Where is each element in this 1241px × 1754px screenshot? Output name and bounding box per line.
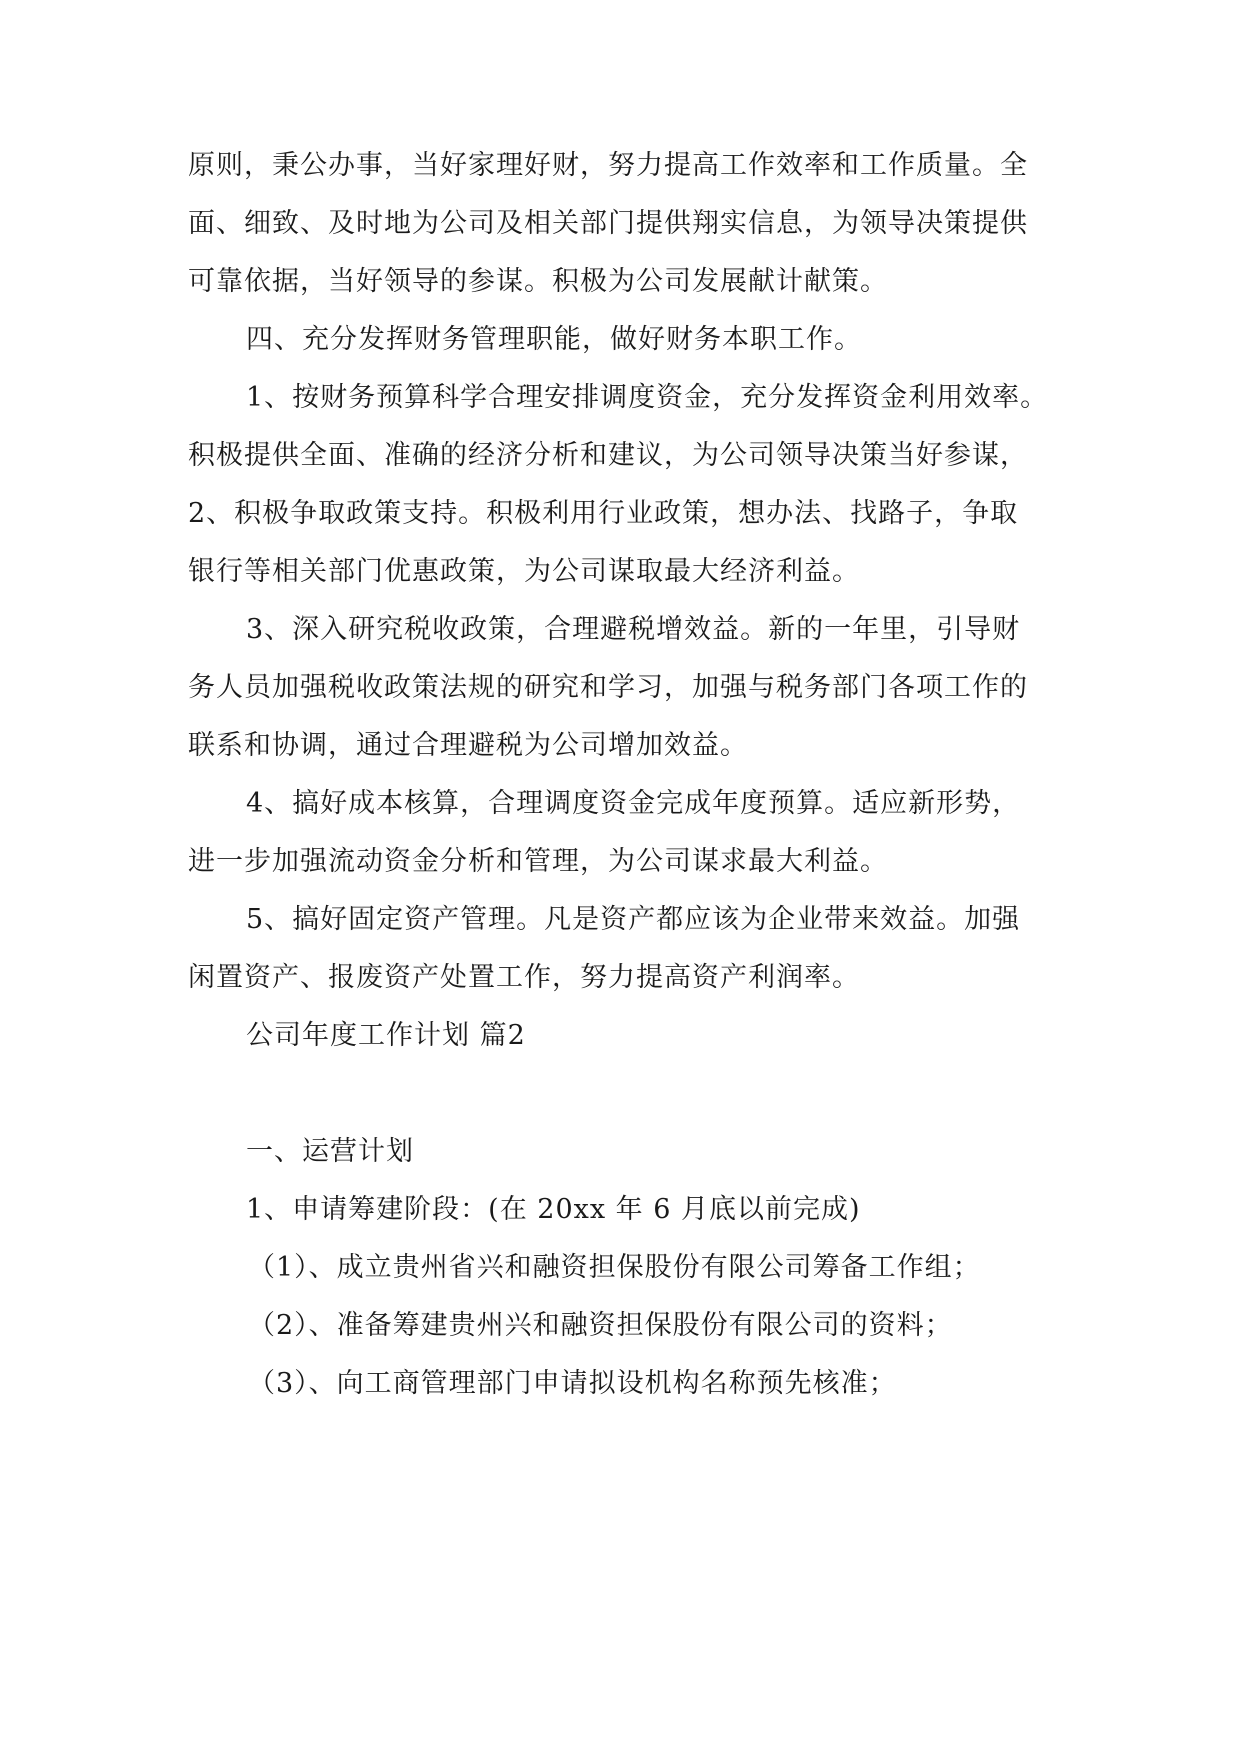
paragraph-line: 进一步加强流动资金分析和管理，为公司谋求最大利益。 xyxy=(188,846,888,877)
list-item: （3）、向工商管理部门申请拟设机构名称预先核准； xyxy=(248,1368,897,1399)
paragraph-line: 3、深入研究税收政策，合理避税增效益。新的一年里，引导财 xyxy=(246,614,1021,645)
list-item: （1）、成立贵州省兴和融资担保股份有限公司筹备工作组； xyxy=(248,1252,981,1283)
paragraph-line: 积极提供全面、准确的经济分析和建议，为公司领导决策当好参谋， xyxy=(188,440,1028,471)
paragraph-line: 原则，秉公办事，当好家理好财，努力提高工作效率和工作质量。全 xyxy=(188,150,1028,181)
paragraph-line: 闲置资产、报废资产处置工作，努力提高资产利润率。 xyxy=(188,962,860,993)
paragraph-line: 联系和协调，通过合理避税为公司增加效益。 xyxy=(188,730,748,761)
section-heading: 四、充分发挥财务管理职能，做好财务本职工作。 xyxy=(246,324,862,355)
paragraph-line: 银行等相关部门优惠政策，为公司谋取最大经济利益。 xyxy=(188,556,860,587)
paragraph-line: 4、搞好成本核算，合理调度资金完成年度预算。适应新形势， xyxy=(246,788,1021,819)
paragraph-line: 1、按财务预算科学合理安排调度资金，充分发挥资金利用效率。 xyxy=(246,382,1049,413)
paragraph-line: 务人员加强税收政策法规的研究和学习，加强与税务部门各项工作的 xyxy=(188,672,1028,703)
paragraph-line: 5、搞好固定资产管理。凡是资产都应该为企业带来效益。加强 xyxy=(246,904,1021,935)
list-item: （2）、准备筹建贵州兴和融资担保股份有限公司的资料； xyxy=(248,1310,953,1341)
section-heading: 一、运营计划 xyxy=(246,1136,414,1167)
paragraph-line: 面、细致、及时地为公司及相关部门提供翔实信息，为领导决策提供 xyxy=(188,208,1028,239)
list-item: 1、申请筹建阶段：(在 20xx 年 6 月底以前完成) xyxy=(246,1194,861,1225)
paragraph-line: 可靠依据，当好领导的参谋。积极为公司发展献计献策。 xyxy=(188,266,888,297)
section-title: 公司年度工作计划 篇2 xyxy=(246,1020,526,1051)
paragraph-line: 2、积极争取政策支持。积极利用行业政策，想办法、找路子，争取 xyxy=(188,498,1019,529)
